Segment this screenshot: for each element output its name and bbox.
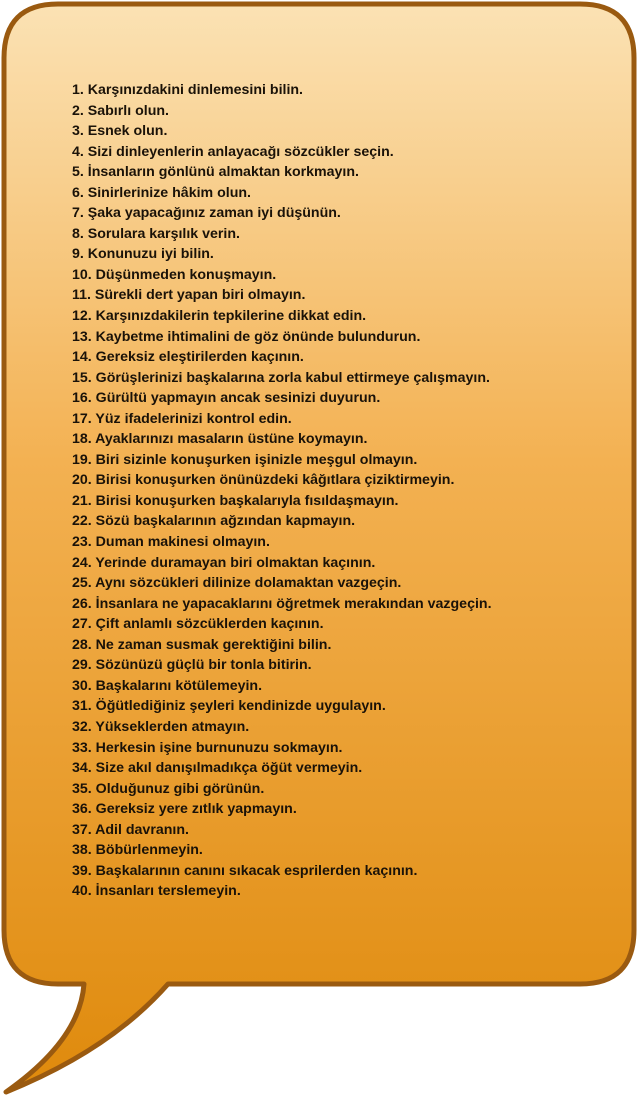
tip-item: 1. Karşınızdakini dinlemesini bilin.: [72, 82, 303, 98]
tip-item: 17. Yüz ifadelerinizi kontrol edin.: [72, 410, 292, 427]
tip-item: 11. Sürekli dert yapan biri olmayın.: [72, 287, 306, 304]
tip-item: 30. Başkalarını kötülemeyin.: [72, 677, 263, 694]
tip-item: 32. Yükseklerden atmayın.: [72, 718, 250, 735]
tip-item: 29. Sözünüzü güçlü bir tonla bitirin.: [72, 657, 312, 674]
tip-item: 36. Gereksiz yere zıtlık yapmayın.: [72, 801, 297, 818]
tip-item: 16. Gürültü yapmayın ancak sesinizi duyurun.: [72, 390, 381, 407]
tip-item: 24. Yerinde duramayan biri olmaktan kaçının.: [72, 554, 376, 571]
tip-item: 37. Adil davranın.: [72, 821, 189, 838]
tips-list: [72, 80, 592, 902]
tip-item: 31. Öğütlediğiniz şeyleri kendinizde uygulayın.: [72, 698, 386, 715]
tip-item: 20. Birisi konuşurken önünüzdeki kâğıtlara çiziktirmeyin.: [72, 472, 455, 489]
tip-item: 34. Size akıl danışılmadıkça öğüt vermeyin.: [72, 760, 363, 777]
tip-item: 19. Biri sizinle konuşurken işinizle meşgul olmayın.: [72, 451, 418, 468]
tip-item: 8. Sorulara karşılık verin.: [72, 225, 240, 242]
tip-item: 26. İnsanlara ne yapacaklarını öğretmek merakından vazgeçin.: [72, 595, 492, 612]
tip-item: 35. Olduğunuz gibi görünün.: [72, 780, 265, 797]
tip-item: 10. Düşünmeden konuşmayın.: [72, 266, 277, 283]
tip-item: 39. Başkalarının canını sıkacak esprilerden kaçının.: [72, 862, 418, 879]
tip-item: 13. Kaybetme ihtimalini de göz önünde bulundurun.: [72, 328, 421, 345]
tip-item: 33. Herkesin işine burnunuzu sokmayın.: [72, 739, 343, 756]
tip-item: 3. Esnek olun.: [72, 123, 168, 140]
tip-item: 14. Gereksiz eleştirilerden kaçının.: [72, 349, 304, 366]
tip-item: 2. Sabırlı olun.: [72, 102, 169, 119]
tip-item: 21. Birisi konuşurken başkalarıyla fısıldaşmayın.: [72, 492, 399, 509]
tip-item: 38. Böbürlenmeyin.: [72, 842, 203, 859]
tip-item: 40. İnsanları terslemeyin.: [72, 883, 241, 900]
tip-item: 18. Ayaklarınızı masaların üstüne koymayın.: [72, 431, 368, 448]
tip-item: 28. Ne zaman susmak gerektiğini bilin.: [72, 636, 332, 653]
tip-item: 25. Aynı sözcükleri dilinize dolamaktan vazgeçin.: [72, 575, 402, 592]
tip-item: 12. Karşınızdakilerin tepkilerine dikkat edin.: [72, 308, 367, 325]
tip-item: 15. Görüşlerinizi başkalarına zorla kabul ettirmeye çalışmayın.: [72, 369, 490, 386]
tip-item: 23. Duman makinesi olmayın.: [72, 534, 270, 551]
tip-item: 6. Sinirlerinize hâkim olun.: [72, 184, 251, 201]
tip-item: 22. Sözü başkalarının ağzından kapmayın.: [72, 513, 356, 530]
tip-item: 7. Şaka yapacağınız zaman iyi düşünün.: [72, 205, 341, 222]
tip-item: 4. Sizi dinleyenlerin anlayacağı sözcükler seçin.: [72, 143, 394, 160]
tip-item: 9. Konunuzu iyi bilin.: [72, 246, 214, 263]
tip-item: 27. Çift anlamlı sözcüklerden kaçının.: [72, 616, 324, 633]
tip-item: 5. İnsanların gönlünü almaktan korkmayın.: [72, 164, 359, 181]
